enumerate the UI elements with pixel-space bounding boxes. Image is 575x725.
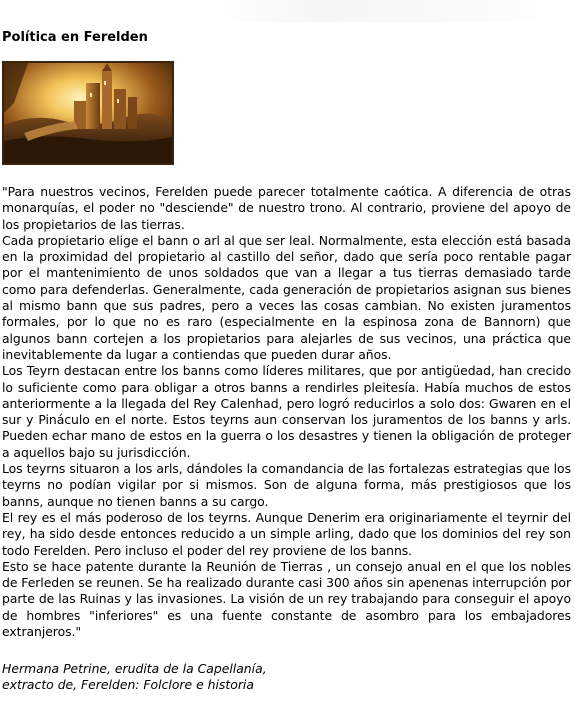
castle-illustration <box>2 61 174 165</box>
paragraph-landsmeet: Esto se hace patente durante la Reunión de Tierras , un consejo anual en el que los nobles de Ferleden se reunen. Se ha realizado durante casi 300 años sin apenenas interrupción por parte de las Ruinas y las invasiones. La visión de un rey trabajando para conseguir el apoyo de hombres "inferiores" es una fuente constante de asombro para los embajadores extranjeros." <box>2 558 571 640</box>
paragraph-intro: "Para nuestros vecinos, Ferelden puede parecer totalmente caótica. A diferencia de otras monarquías, el poder no "desciende" de nuestro trono. Al contrario, proviene del apoyo de los propietarios de las tierras. <box>2 184 571 232</box>
signature-author: Hermana Petrine, erudita de la Capellanía, <box>2 661 267 676</box>
paragraph-arls: Los teyrns situaron a los arls, dándoles la comandancia de las fortalezas estrategias que los teyrns no podían vigilar por si mismos. Son de alguna forma, más prestigiosos que los banns, aunque no tienen banns a su cargo. <box>2 461 571 509</box>
article-body <box>2 184 571 640</box>
article-signature <box>2 661 267 694</box>
signature-source: extracto de, Ferelden: Folclore e historia <box>2 677 254 693</box>
article-title: Política en Ferelden <box>2 30 148 45</box>
paragraph-teyrns: Los Teyrn destacan entre los banns como líderes militares, que por antigüedad, han crecido lo suficiente como para obligar a otros banns a rendirles pleitesía. Había muchos de estos anteriormente a la llegada del Rey Calenhad, pero logró reducirlos a solo dos: Gwaren en el sur y Pináculo en el norte. Estos teyrns aun conservan los juramentos de los banns y arls. Pueden echar mano de estos en la guerra o los desastres y tienen la obligación de proteger a aquellos bajo su jurisdicción. <box>2 363 571 460</box>
paragraph-king: El rey es el más poderoso de los teyrns. Aunque Denerim era originariamente el teyrnir del rey, ha sido desde entonces reducido a un simple arling, dado que los dominios del rey son todo Ferelden. Pero incluso el poder del rey proviene de los banns. <box>2 509 571 558</box>
castle-illustration-art <box>4 63 172 163</box>
faded-watermark <box>210 0 570 22</box>
paragraph-landowners: Cada propietario elige el bann o arl al que ser leal. Normalmente, esta elección está basada en la proximidad del propietario al castillo del señor, dado que sería poco rentable pagar por el mantenimiento de unos soldados que van a llegar a tus tierras demasiado tarde como para defenderlas. Generalmente, cada generación de propietarios asignan sus bienes al mismo bann que sus padres, pero a veces las cosas cambian. No existen juramentos formales, por lo que no es raro (especialmente en la espinosa zona de Bannorn) que algunos bann cortejen a los propietarios para alejarles de sus vecinos, una práctica que inevitablemente da lugar a contiendas que pueden durar años. <box>2 232 571 362</box>
